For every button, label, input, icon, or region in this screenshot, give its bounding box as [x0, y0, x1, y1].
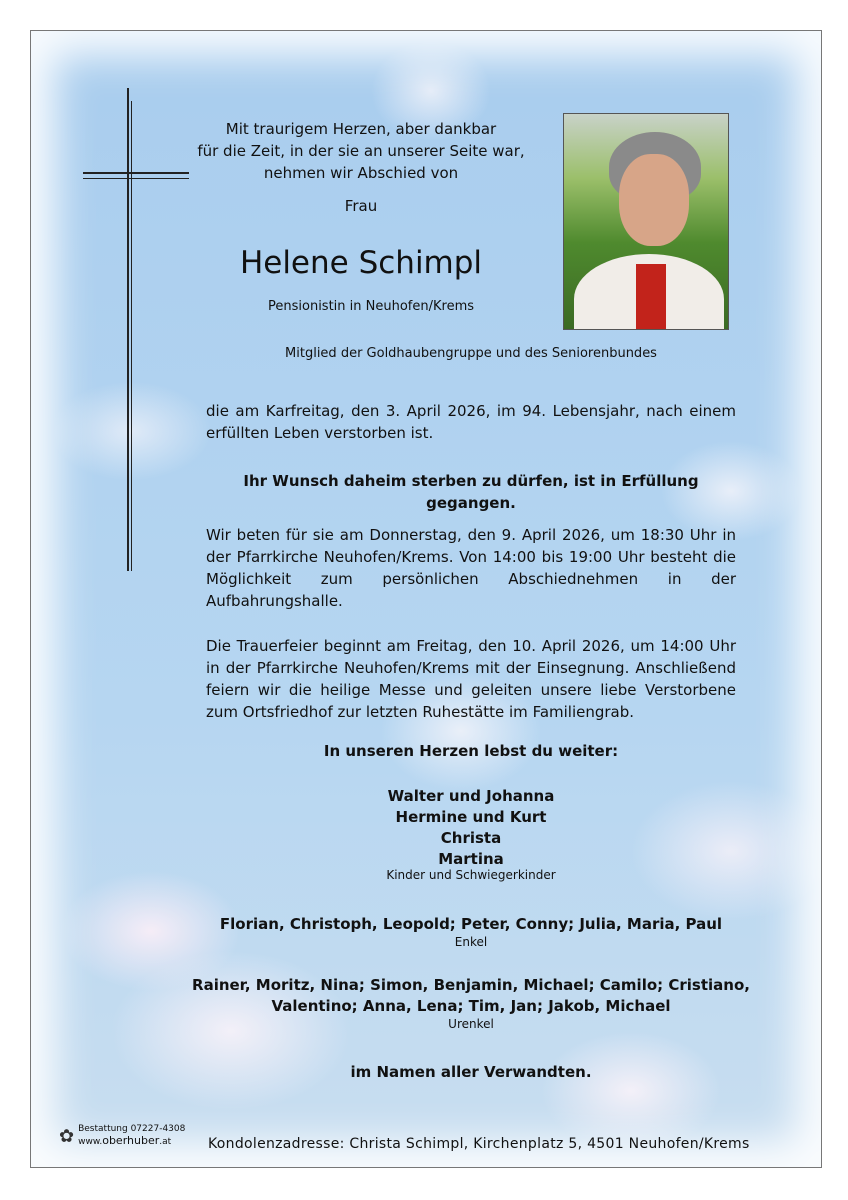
intro-line: Mit traurigem Herzen, aber dankbar [225, 120, 497, 138]
intro-line: nehmen wir Abschied von [263, 164, 459, 182]
intro-text [196, 118, 526, 184]
great-grandchildren-list [191, 975, 751, 1017]
website-link[interactable]: www.oberhuber.at [78, 1134, 172, 1147]
great-grandchildren-line: Valentino; Anna, Lena; Tim, Jan; Jakob, Michael [271, 997, 671, 1015]
children-label: Kinder und Schwiegerkinder [386, 868, 556, 882]
deceased-name: Helene Schimpl [239, 245, 483, 281]
death-notice: die am Karfreitag, den 3. April 2026, im 94. Lebensjahr, nach einem erfüllten Leben verstorben ist. [206, 402, 736, 442]
wish-statement: Ihr Wunsch daheim sterben zu dürfen, ist in Erfüllung gegangen. [243, 472, 699, 512]
funeral-home-logo [59, 1124, 185, 1148]
portrait-photo [563, 113, 729, 330]
child-name: Christa [440, 829, 502, 847]
grandchildren-label: Enkel [454, 935, 488, 949]
intro-line: für die Zeit, in der sie an unserer Seite war, [197, 142, 525, 160]
occupation: Pensionistin in Neuhofen/Krems [268, 299, 475, 314]
great-grandchildren-line: Rainer, Moritz, Nina; Simon, Benjamin, Michael; Camilo; Cristiano, [192, 976, 750, 994]
condolence-address: Kondolenzadresse: Christa Schimpl, Kirchenplatz 5, 4501 Neuhofen/Krems [208, 1136, 750, 1152]
obituary-card [30, 30, 822, 1168]
company-line: Bestattung 07227-4308 [78, 1124, 186, 1134]
child-name: Martina [438, 850, 504, 868]
funeral-info: Die Trauerfeier beginnt am Freitag, den 10. April 2026, um 14:00 Uhr in der Pfarrkirche Neuhofen/Krems mit der Einsegnung. Anschließend feiern wir die heilige Messe und geleiten unsere liebe Verstorbene zum Ortsfriedhof zur letzten Ruhestätte im Familiengrab. [206, 637, 736, 721]
prayer-info: Wir beten für sie am Donnerstag, den 9. April 2026, um 18:30 Uhr in der Pfarrkirche Neuhofen/Krems. Von 14:00 bis 19:00 Uhr besteht die Möglichkeit zum persönlichen Abschiednehmen in der Aufbahrungshalle. [206, 526, 736, 610]
membership: Mitglied der Goldhaubengruppe und des Seniorenbundes [285, 346, 657, 361]
salutation: Frau [344, 197, 378, 215]
child-name: Walter und Johanna [387, 787, 555, 805]
grandchildren-list: Florian, Christoph, Leopold; Peter, Conny; Julia, Maria, Paul [219, 915, 723, 933]
angel-icon: ✿ [59, 1125, 75, 1147]
children-list [206, 786, 736, 870]
child-name: Hermine und Kurt [395, 808, 547, 826]
great-grandchildren-label: Urenkel [448, 1017, 494, 1031]
closing-line: im Namen aller Verwandten. [350, 1063, 592, 1081]
hearts-heading: In unseren Herzen lebst du weiter: [323, 742, 619, 760]
